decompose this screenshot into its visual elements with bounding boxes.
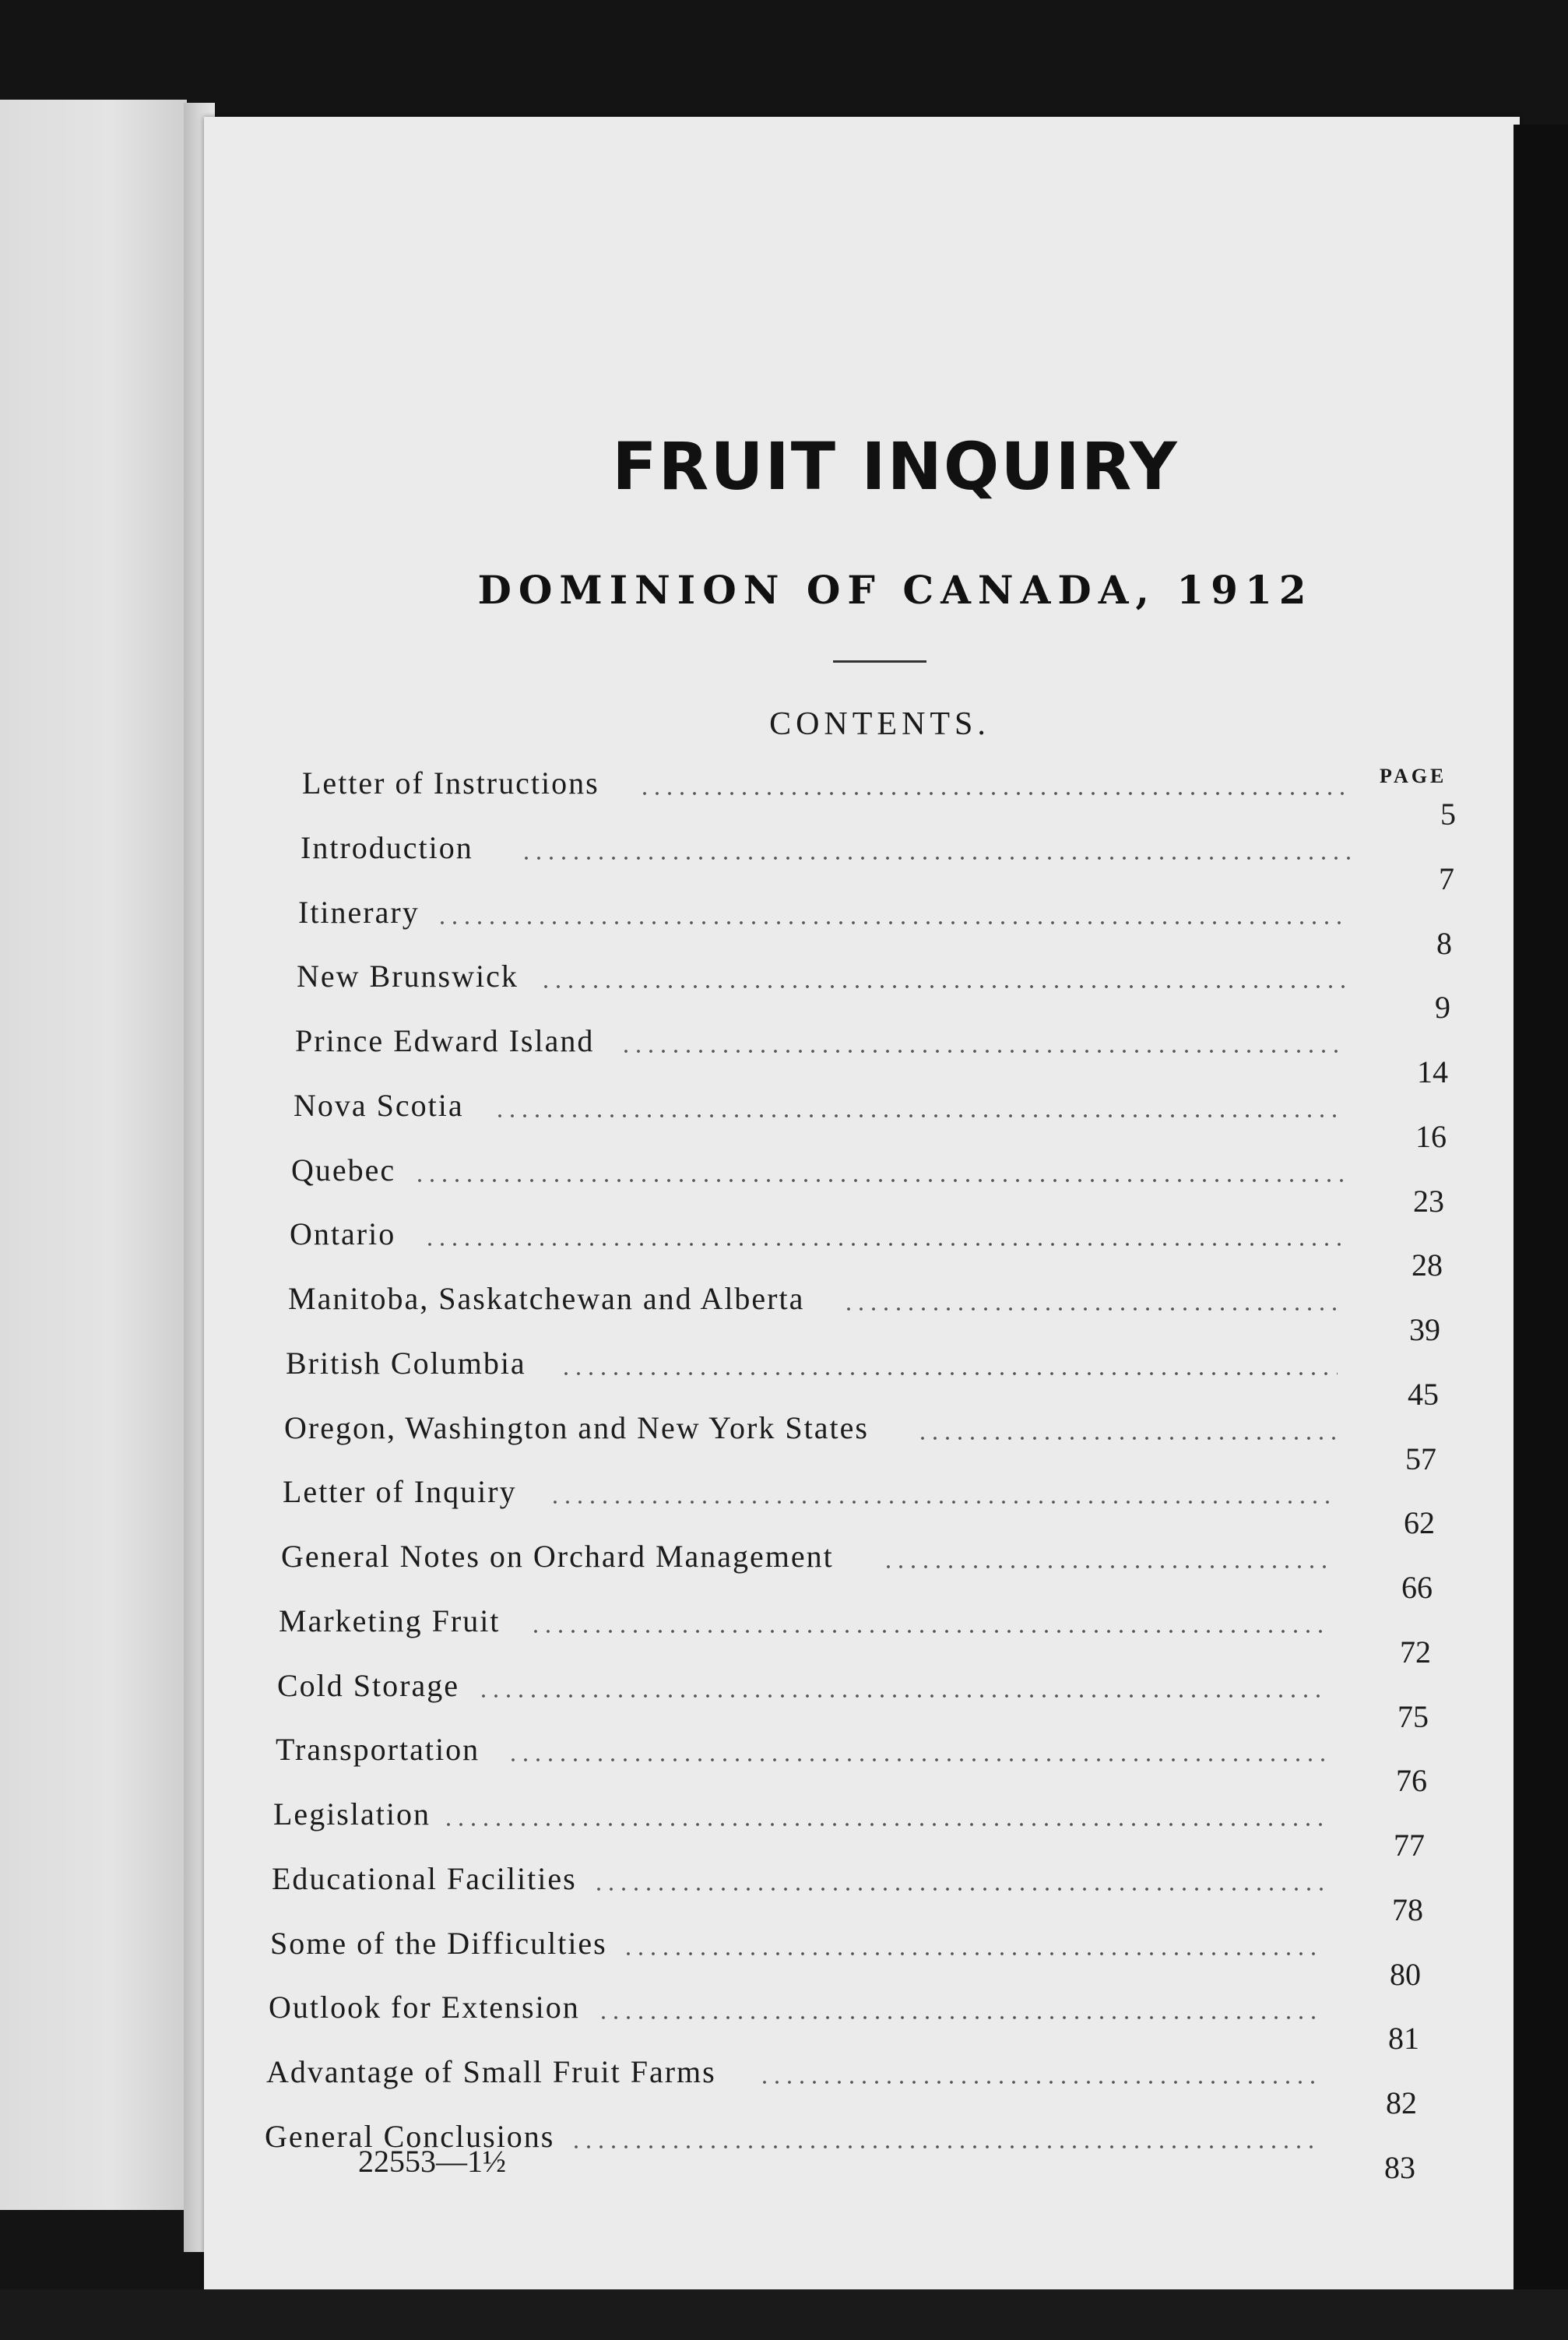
document-title: FRUIT INQUIRY (612, 428, 1179, 505)
toc-entry-page: 9 (1435, 990, 1450, 1025)
toc-entry-title: Oregon, Washington and New York States (284, 1410, 869, 1445)
toc-entry (281, 1538, 1433, 1605)
toc-entry (272, 1860, 1423, 1927)
toc-entry (297, 958, 1450, 1025)
toc-entry-title: Outlook for Extension (269, 1990, 580, 2025)
toc-entry (302, 765, 1456, 832)
toc-dot-leader (758, 2080, 1319, 2085)
toc-entry-title: Letter of Instructions (302, 765, 599, 801)
toc-entry (284, 1409, 1436, 1476)
toc-entry-title: Advantage of Small Fruit Farms (266, 2054, 716, 2089)
toc-dot-leader (549, 1500, 1334, 1504)
toc-entry-page: 14 (1417, 1054, 1448, 1089)
toc-entry-title: Transportation (276, 1732, 480, 1767)
toc-dot-leader (436, 920, 1350, 925)
toc-dot-leader (622, 1951, 1323, 1956)
toc-entry-page: 28 (1412, 1247, 1443, 1283)
toc-entry-page: 78 (1392, 1892, 1423, 1927)
toc-entry-page: 80 (1390, 1957, 1421, 1992)
toc-dot-leader (424, 1242, 1341, 1247)
toc-entry-title: Introduction (301, 830, 473, 865)
toc-entry-title: Manitoba, Saskatchewan and Alberta (288, 1281, 805, 1316)
toc-entry-page: 8 (1436, 926, 1452, 961)
toc-dot-leader (638, 791, 1353, 796)
toc-entry (283, 1473, 1435, 1540)
toc-entry-title: Itinerary (298, 895, 420, 930)
toc-entry (290, 1216, 1443, 1283)
toc-entry-page: 82 (1386, 2085, 1417, 2120)
toc-entry (269, 1989, 1419, 2056)
page-column-label: PAGE (1380, 765, 1447, 787)
toc-entry-title: Prince Edward Island (295, 1023, 595, 1058)
toc-entry-page: 77 (1394, 1828, 1425, 1863)
toc-entry (298, 894, 1452, 961)
toc-entry-page: 66 (1401, 1570, 1433, 1605)
toc-entry-title: Quebec (291, 1152, 396, 1188)
toc-entry-page: 39 (1409, 1312, 1440, 1347)
toc-dot-leader (442, 1822, 1326, 1827)
toc-entry-title: British Columbia (286, 1346, 526, 1381)
toc-dot-leader (494, 1114, 1345, 1118)
toc-entry (295, 1022, 1448, 1089)
toc-dot-leader (413, 1178, 1343, 1183)
toc-entry-page: 62 (1404, 1505, 1435, 1540)
toc-entry-title: Educational Facilities (272, 1861, 577, 1896)
toc-entry-page: 72 (1400, 1634, 1431, 1670)
toc-entry-title: Some of the Difficulties (270, 1926, 607, 1961)
toc-entry-page: 81 (1388, 2021, 1419, 2056)
toc-entry-page: 45 (1408, 1377, 1439, 1412)
toc-entry-page: 75 (1397, 1699, 1429, 1734)
toc-dot-leader (916, 1436, 1336, 1441)
toc-entry-page: 83 (1384, 2150, 1415, 2185)
toc-entry-title: Letter of Inquiry (283, 1474, 517, 1509)
toc-entry-title: Nova Scotia (294, 1088, 464, 1123)
toc-entry (286, 1345, 1439, 1412)
toc-entry-page: 76 (1396, 1763, 1427, 1798)
toc-dot-leader (540, 984, 1348, 989)
toc-entry-page: 5 (1440, 797, 1456, 832)
toc-dot-leader (507, 1758, 1327, 1762)
toc-entry-title: General Notes on Orchard Management (281, 1539, 834, 1574)
toc-entry-title: Cold Storage (277, 1668, 459, 1703)
toc-entry (273, 1796, 1425, 1863)
toc-entry-title: Legislation (273, 1796, 431, 1832)
toc-dot-leader (592, 1887, 1324, 1891)
toc-entry-title: New Brunswick (297, 959, 519, 994)
toc-dot-leader (597, 2015, 1320, 2020)
toc-dot-leader (570, 2145, 1317, 2149)
toc-entry (294, 1087, 1447, 1154)
toc-entry (301, 829, 1454, 896)
toc-entry-page: 16 (1415, 1119, 1447, 1154)
toc-dot-leader (620, 1049, 1346, 1054)
toc-entry (270, 1925, 1421, 1992)
contents-heading: CONTENTS. (769, 706, 990, 742)
toc-dot-leader (882, 1564, 1333, 1569)
toc-entry-page: 23 (1413, 1184, 1444, 1219)
toc-dot-leader (842, 1307, 1339, 1311)
toc-entry (276, 1731, 1427, 1798)
toc-entry-page: 57 (1405, 1441, 1436, 1476)
toc-dot-leader (520, 856, 1352, 860)
toc-dot-leader (529, 1629, 1331, 1634)
document-subtitle: DOMINION OF CANADA, 1912 (477, 567, 1313, 613)
toc-entry (288, 1280, 1440, 1347)
toc-entry (291, 1152, 1444, 1219)
toc-dot-leader (560, 1371, 1338, 1376)
toc-entry (266, 2053, 1417, 2120)
toc-entry-title: Marketing Fruit (279, 1603, 501, 1638)
toc-entry (277, 1667, 1429, 1734)
toc-entry-page: 7 (1439, 861, 1454, 896)
toc-dot-leader (477, 1694, 1329, 1698)
footer-print-code: 22553—1½ (358, 2144, 506, 2179)
toc-entry-title: General Conclusions (265, 2119, 555, 2154)
toc-entry-title: Ontario (290, 1216, 396, 1251)
toc-entry (279, 1603, 1431, 1670)
